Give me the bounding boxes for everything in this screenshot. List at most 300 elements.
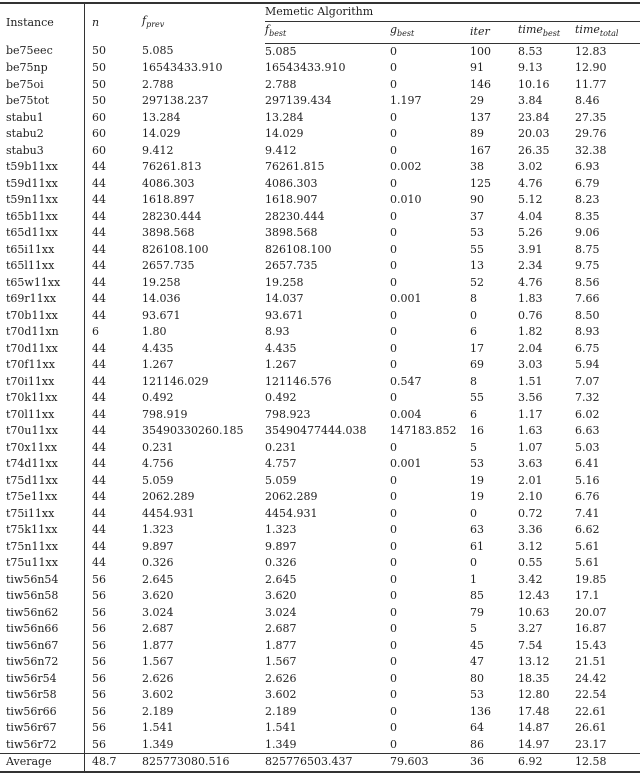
- cell-iter: 36: [470, 754, 518, 773]
- cell-g-best: 0: [390, 143, 397, 157]
- cell-iter: 45: [470, 638, 484, 652]
- header-row-group: [0, 3, 640, 22]
- cell-iter: 8: [470, 374, 477, 388]
- cell-g-best: 0: [390, 308, 397, 322]
- table-row: [0, 522, 640, 539]
- cell-time-total: 8.35: [575, 209, 600, 223]
- cell-time-best: 3.42: [518, 572, 543, 586]
- cell-time-best: 1.17: [518, 407, 543, 421]
- cell-g-best: 0: [390, 556, 397, 570]
- table-row: [0, 489, 640, 506]
- cell-f-best: 1.567: [265, 655, 297, 669]
- cell-instance: t75e11xx: [0, 489, 85, 506]
- cell-f-prev: 4.435: [142, 341, 174, 355]
- cell-g-best: 0: [390, 605, 397, 619]
- table-row: [0, 159, 640, 176]
- cell-f-prev: 3898.568: [142, 226, 195, 240]
- cell-f-best: 4454.931: [265, 506, 318, 520]
- cell-f-best: 1.877: [265, 638, 297, 652]
- cell-f-best: 2.189: [265, 704, 297, 718]
- cell-g-best: 0: [390, 358, 397, 372]
- cell-instance: t65l11xx: [0, 258, 85, 275]
- cell-f-prev: 2062.289: [142, 490, 195, 504]
- table-row: [0, 423, 640, 440]
- table-row: [0, 374, 640, 391]
- cell-f-best: 0.231: [265, 440, 297, 454]
- header-n-text: n: [92, 16, 100, 30]
- cell-f-best: 1.541: [265, 721, 297, 735]
- table-row: [0, 275, 640, 292]
- cell-n: 60: [92, 143, 106, 157]
- cell-time-best: 23.84: [518, 110, 550, 124]
- cell-f-best: 4086.303: [265, 176, 318, 190]
- cell-time-total: 6.76: [575, 490, 600, 504]
- cell-time-total: 7.32: [575, 391, 600, 405]
- cell-n: 44: [92, 374, 106, 388]
- cell-f-prev: 2.687: [142, 622, 174, 636]
- cell-n: 44: [92, 341, 106, 355]
- cell-time-total: 12.90: [575, 61, 607, 75]
- cell-time-best: 8.53: [518, 44, 543, 58]
- cell-time-total: 32.38: [575, 143, 607, 157]
- cell-f-prev: 297138.237: [142, 94, 209, 108]
- cell-f-best: 2062.289: [265, 490, 318, 504]
- cell-n: 44: [92, 391, 106, 405]
- cell-time-best: 12.80: [518, 688, 550, 702]
- cell-f-prev: 14.029: [142, 127, 181, 141]
- cell-time-total: 5.61: [575, 556, 600, 570]
- table-row: [0, 473, 640, 490]
- cell-instance: stabu2: [0, 126, 85, 143]
- cell-f-best: 3898.568: [265, 226, 318, 240]
- cell-f-prev: 4454.931: [142, 506, 195, 520]
- table-row: [0, 291, 640, 308]
- table-row: [0, 555, 640, 572]
- cell-iter: 100: [470, 44, 491, 58]
- table-row: [0, 671, 640, 688]
- cell-iter: 69: [470, 358, 484, 372]
- cell-f-prev: 798.919: [142, 407, 188, 421]
- cell-iter: 146: [470, 77, 491, 91]
- table-row: [0, 143, 640, 160]
- cell-time-best: 3.12: [518, 539, 543, 553]
- cell-f-best: 1.349: [265, 737, 297, 751]
- cell-f-best: 4.757: [265, 457, 297, 471]
- cell-n: 44: [92, 506, 106, 520]
- cell-f-best: 3.602: [265, 688, 297, 702]
- cell-n: 44: [92, 539, 106, 553]
- cell-g-best: 0: [390, 259, 397, 273]
- cell-instance: tiw56n58: [0, 588, 85, 605]
- cell-time-total: 7.07: [575, 374, 600, 388]
- cell-n: 44: [92, 242, 106, 256]
- cell-time-best: 3.56: [518, 391, 543, 405]
- cell-f-best: 19.258: [265, 275, 304, 289]
- cell-n: 44: [92, 160, 106, 174]
- cell-time-total: 9.06: [575, 226, 600, 240]
- table-row: [0, 308, 640, 325]
- table-row: [0, 43, 640, 60]
- cell-time-total: 23.17: [575, 737, 607, 751]
- cell-n: 56: [92, 572, 106, 586]
- cell-time-total: 7.66: [575, 292, 600, 306]
- cell-n: 56: [92, 589, 106, 603]
- cell-instance: be75eec: [0, 43, 85, 60]
- cell-n: 44: [92, 358, 106, 372]
- cell-iter: 61: [470, 539, 484, 553]
- cell-instance: be75oi: [0, 77, 85, 94]
- cell-f-best: 825776503.437: [265, 754, 390, 773]
- cell-g-best: 0: [390, 572, 397, 586]
- cell-instance: tiw56r66: [0, 704, 85, 721]
- cell-f-prev: 16543433.910: [142, 61, 223, 75]
- cell-f-prev: 2.189: [142, 704, 174, 718]
- cell-f-best: 5.059: [265, 473, 297, 487]
- table-row: [0, 440, 640, 457]
- header-f-prev-sub: prev: [146, 20, 165, 30]
- cell-n: 44: [92, 457, 106, 471]
- cell-time-total: 5.61: [575, 539, 600, 553]
- cell-time-total: 6.62: [575, 523, 600, 537]
- cell-time-best: 6.92: [518, 754, 575, 773]
- table-row: [0, 258, 640, 275]
- cell-g-best: 0: [390, 473, 397, 487]
- header-memetic-algorithm: Memetic Algorithm: [265, 3, 640, 22]
- header-instance: Instance: [0, 3, 85, 43]
- cell-iter: 13: [470, 259, 484, 273]
- cell-time-best: 2.34: [518, 259, 543, 273]
- cell-time-best: 10.63: [518, 605, 550, 619]
- cell-iter: 38: [470, 160, 484, 174]
- cell-instance: t59d11xx: [0, 176, 85, 193]
- cell-iter: 1: [470, 572, 477, 586]
- cell-instance: stabu3: [0, 143, 85, 160]
- table-row: [0, 110, 640, 127]
- cell-instance: tiw56n62: [0, 605, 85, 622]
- cell-f-best: 13.284: [265, 110, 304, 124]
- cell-g-best: 0: [390, 671, 397, 685]
- cell-iter: 89: [470, 127, 484, 141]
- cell-n: 60: [92, 110, 106, 124]
- cell-time-best: 26.35: [518, 143, 550, 157]
- cell-n: 44: [92, 209, 106, 223]
- cell-iter: 17: [470, 341, 484, 355]
- cell-iter: 125: [470, 176, 491, 190]
- cell-time-best: 3.02: [518, 160, 543, 174]
- cell-instance: t70b11xx: [0, 308, 85, 325]
- cell-n: 60: [92, 127, 106, 141]
- cell-n: 56: [92, 721, 106, 735]
- cell-f-best: 76261.815: [265, 160, 325, 174]
- table-row: [0, 176, 640, 193]
- cell-iter: 137: [470, 110, 491, 124]
- cell-time-best: 3.03: [518, 358, 543, 372]
- cell-time-total: 8.23: [575, 193, 600, 207]
- cell-f-prev: 1.80: [142, 325, 167, 339]
- cell-time-total: 11.77: [575, 77, 607, 91]
- table-row: [0, 687, 640, 704]
- table-row: [0, 539, 640, 556]
- cell-g-best: 0: [390, 440, 397, 454]
- cell-f-best: 2.687: [265, 622, 297, 636]
- cell-n: 44: [92, 176, 106, 190]
- cell-instance: t75d11xx: [0, 473, 85, 490]
- cell-instance: t70d11xx: [0, 341, 85, 358]
- cell-time-best: 1.83: [518, 292, 543, 306]
- cell-time-total: 12.83: [575, 44, 607, 58]
- cell-f-best: 1618.907: [265, 193, 318, 207]
- cell-f-prev: 76261.813: [142, 160, 202, 174]
- table-row: [0, 126, 640, 143]
- cell-g-best: 0: [390, 638, 397, 652]
- cell-time-total: 6.93: [575, 160, 600, 174]
- table-row: [0, 638, 640, 655]
- cell-g-best: 147183.852: [390, 424, 457, 438]
- header-n: [85, 3, 143, 43]
- cell-f-best: 9.412: [265, 143, 297, 157]
- cell-instance: t70f11xx: [0, 357, 85, 374]
- cell-time-total: 22.61: [575, 704, 607, 718]
- table-row: [0, 77, 640, 94]
- cell-f-prev: 3.620: [142, 589, 174, 603]
- cell-instance: t70k11xx: [0, 390, 85, 407]
- cell-time-total: 8.93: [575, 325, 600, 339]
- cell-instance: stabu1: [0, 110, 85, 127]
- cell-iter: 37: [470, 209, 484, 223]
- cell-n: 44: [92, 440, 106, 454]
- header-f-prev: [142, 3, 265, 43]
- cell-iter: 55: [470, 242, 484, 256]
- cell-instance: t70u11xx: [0, 423, 85, 440]
- header-time-best-sub: best: [542, 29, 561, 39]
- header-iter-text: iter: [470, 25, 490, 39]
- cell-instance: Average: [0, 754, 85, 773]
- cell-instance: t65i11xx: [0, 242, 85, 259]
- header-f-prev-base: f: [142, 14, 147, 28]
- cell-instance: t59b11xx: [0, 159, 85, 176]
- cell-n: 50: [92, 44, 106, 58]
- header-iter: [470, 22, 518, 44]
- cell-g-best: 0: [390, 226, 397, 240]
- cell-time-best: 1.51: [518, 374, 543, 388]
- cell-time-best: 7.54: [518, 638, 543, 652]
- cell-n: 56: [92, 737, 106, 751]
- table-row: [0, 572, 640, 589]
- cell-f-prev: 28230.444: [142, 209, 202, 223]
- cell-iter: 63: [470, 523, 484, 537]
- cell-time-best: 12.43: [518, 589, 550, 603]
- cell-g-best: 0: [390, 737, 397, 751]
- cell-f-prev: 0.231: [142, 440, 174, 454]
- cell-iter: 86: [470, 737, 484, 751]
- cell-f-best: 297139.434: [265, 94, 332, 108]
- cell-f-best: 826108.100: [265, 242, 332, 256]
- cell-time-best: 4.04: [518, 209, 543, 223]
- cell-f-prev: 826108.100: [142, 242, 209, 256]
- cell-n: 50: [92, 77, 106, 91]
- cell-n: 44: [92, 407, 106, 421]
- table-row: [0, 588, 640, 605]
- cell-f-best: 4.435: [265, 341, 297, 355]
- cell-time-total: 22.54: [575, 688, 607, 702]
- cell-g-best: 0: [390, 325, 397, 339]
- cell-instance: tiw56r67: [0, 720, 85, 737]
- cell-time-total: 12.58: [575, 754, 640, 773]
- cell-time-best: 3.84: [518, 94, 543, 108]
- cell-g-best: 0: [390, 341, 397, 355]
- cell-f-prev: 1.267: [142, 358, 174, 372]
- cell-instance: t75n11xx: [0, 539, 85, 556]
- cell-instance: tiw56r72: [0, 737, 85, 754]
- cell-f-prev: 35490330260.185: [142, 424, 244, 438]
- cell-g-best: 0: [390, 77, 397, 91]
- cell-time-best: 17.48: [518, 704, 550, 718]
- cell-n: 44: [92, 424, 106, 438]
- cell-f-prev: 3.602: [142, 688, 174, 702]
- cell-iter: 6: [470, 325, 477, 339]
- cell-f-prev: 2.788: [142, 77, 174, 91]
- cell-time-best: 14.97: [518, 737, 550, 751]
- cell-g-best: 0: [390, 61, 397, 75]
- table-row: [0, 324, 640, 341]
- cell-instance: t59n11xx: [0, 192, 85, 209]
- header-time-best-base: time: [518, 23, 543, 36]
- cell-instance: be75tot: [0, 93, 85, 110]
- cell-time-best: 20.03: [518, 127, 550, 141]
- cell-instance: t70d11xn: [0, 324, 85, 341]
- cell-time-total: 19.85: [575, 572, 607, 586]
- cell-time-total: 6.02: [575, 407, 600, 421]
- cell-n: 56: [92, 622, 106, 636]
- cell-instance: tiw56n66: [0, 621, 85, 638]
- cell-time-total: 20.07: [575, 605, 607, 619]
- cell-f-prev: 4.756: [142, 457, 174, 471]
- cell-iter: 19: [470, 473, 484, 487]
- cell-time-best: 0.55: [518, 556, 543, 570]
- cell-time-total: 8.50: [575, 308, 600, 322]
- cell-f-best: 93.671: [265, 308, 304, 322]
- cell-n: 44: [92, 292, 106, 306]
- cell-f-prev: 19.258: [142, 275, 181, 289]
- cell-instance: be75np: [0, 60, 85, 77]
- cell-time-total: 5.03: [575, 440, 600, 454]
- cell-g-best: 0: [390, 110, 397, 124]
- cell-time-best: 4.76: [518, 176, 543, 190]
- cell-f-best: 0.326: [265, 556, 297, 570]
- cell-f-best: 35490477444.038: [265, 424, 367, 438]
- cell-instance: t74d11xx: [0, 456, 85, 473]
- cell-g-best: 0.004: [390, 407, 422, 421]
- cell-g-best: 0: [390, 655, 397, 669]
- cell-iter: 90: [470, 193, 484, 207]
- cell-iter: 64: [470, 721, 484, 735]
- table-row: [0, 737, 640, 754]
- header-f-best-sub: best: [269, 29, 287, 39]
- cell-iter: 5: [470, 622, 477, 636]
- header-time-total: [575, 22, 640, 44]
- cell-f-best: 0.492: [265, 391, 297, 405]
- cell-instance: tiw56n54: [0, 572, 85, 589]
- header-f-best-base: f: [265, 23, 270, 36]
- cell-f-prev: 2.626: [142, 671, 174, 685]
- cell-g-best: 0: [390, 589, 397, 603]
- cell-g-best: 0.001: [390, 292, 422, 306]
- cell-iter: 85: [470, 589, 484, 603]
- cell-n: 44: [92, 193, 106, 207]
- cell-iter: 52: [470, 275, 484, 289]
- cell-n: 56: [92, 688, 106, 702]
- header-g-best: [390, 22, 470, 44]
- cell-g-best: 0: [390, 242, 397, 256]
- cell-f-best: 2657.735: [265, 259, 318, 273]
- cell-time-total: 8.46: [575, 94, 600, 108]
- cell-time-total: 29.76: [575, 127, 607, 141]
- cell-f-best: 9.897: [265, 539, 297, 553]
- header-f-best: [265, 22, 390, 44]
- cell-time-best: 0.72: [518, 506, 543, 520]
- cell-time-total: 15.43: [575, 638, 607, 652]
- cell-instance: t70i11xx: [0, 374, 85, 391]
- cell-time-best: 4.76: [518, 275, 543, 289]
- cell-n: 56: [92, 638, 106, 652]
- cell-f-prev: 2657.735: [142, 259, 195, 273]
- cell-n: 44: [92, 308, 106, 322]
- cell-f-prev: 0.492: [142, 391, 174, 405]
- header-g-best-sub: best: [397, 29, 415, 39]
- cell-f-best: 798.923: [265, 407, 311, 421]
- cell-f-prev: 1.323: [142, 523, 174, 537]
- header-time-total-base: time: [575, 23, 600, 36]
- cell-g-best: 0: [390, 539, 397, 553]
- cell-instance: tiw56n72: [0, 654, 85, 671]
- cell-g-best: 0.001: [390, 457, 422, 471]
- cell-time-best: 3.27: [518, 622, 543, 636]
- cell-instance: t69r11xx: [0, 291, 85, 308]
- cell-time-best: 18.35: [518, 671, 550, 685]
- cell-f-prev: 9.897: [142, 539, 174, 553]
- cell-n: 44: [92, 473, 106, 487]
- cell-f-prev: 3.024: [142, 605, 174, 619]
- cell-n: 44: [92, 259, 106, 273]
- cell-iter: 80: [470, 671, 484, 685]
- cell-f-prev: 5.059: [142, 473, 174, 487]
- table-row: [0, 209, 640, 226]
- cell-n: 56: [92, 605, 106, 619]
- cell-n: 44: [92, 556, 106, 570]
- cell-iter: 136: [470, 704, 491, 718]
- cell-time-total: 6.41: [575, 457, 600, 471]
- cell-iter: 55: [470, 391, 484, 405]
- cell-time-best: 2.10: [518, 490, 543, 504]
- table-row: [0, 407, 640, 424]
- cell-time-total: 26.61: [575, 721, 607, 735]
- cell-n: 50: [92, 94, 106, 108]
- cell-time-best: 3.91: [518, 242, 543, 256]
- cell-iter: 53: [470, 688, 484, 702]
- cell-time-total: 9.75: [575, 259, 600, 273]
- cell-f-best: 121146.576: [265, 374, 332, 388]
- cell-f-best: 2.626: [265, 671, 297, 685]
- cell-g-best: 1.197: [390, 94, 422, 108]
- cell-n: 48.7: [85, 754, 143, 773]
- table-row: [0, 506, 640, 523]
- cell-time-best: 5.26: [518, 226, 543, 240]
- cell-n: 56: [92, 704, 106, 718]
- cell-time-best: 1.07: [518, 440, 543, 454]
- cell-f-prev: 1.877: [142, 638, 174, 652]
- cell-f-prev: 1.567: [142, 655, 174, 669]
- cell-g-best: 0.010: [390, 193, 422, 207]
